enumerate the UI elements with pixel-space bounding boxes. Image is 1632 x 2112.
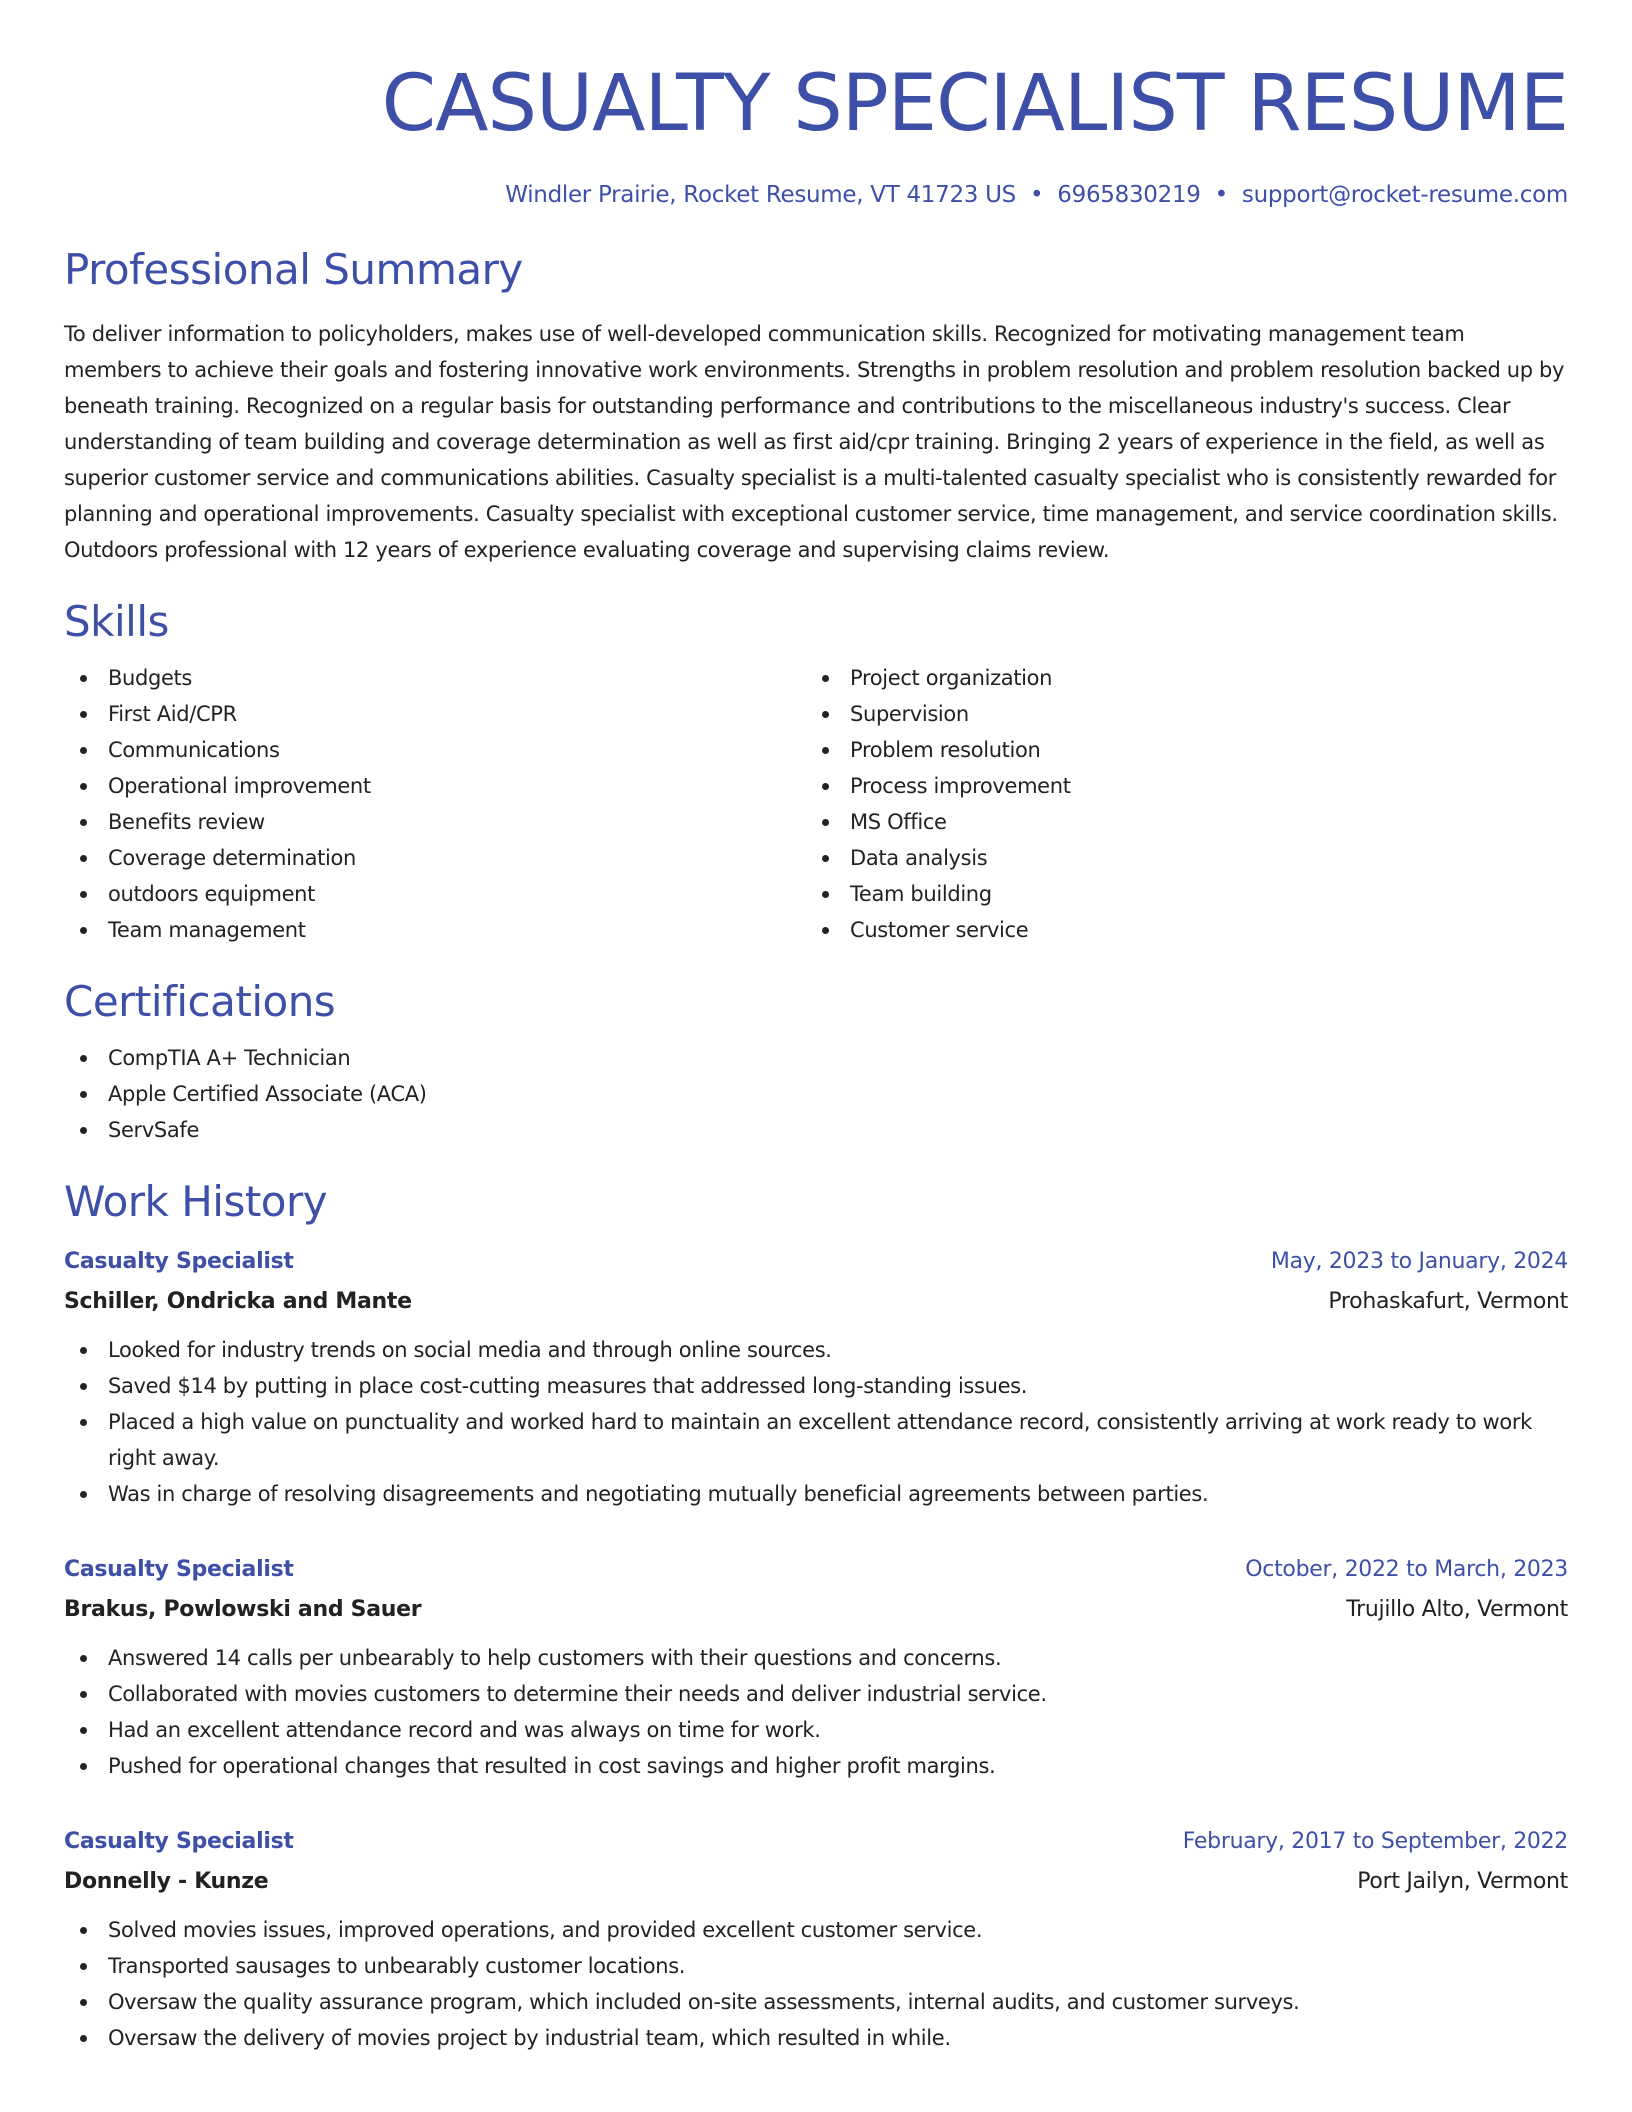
job-company: Donnelly - Kunze [64, 1869, 269, 1894]
job-location: Port Jailyn, Vermont [1357, 1869, 1568, 1894]
job-title: Casualty Specialist [64, 1557, 294, 1582]
work-history-heading: Work History [64, 1177, 328, 1226]
job-entry [64, 1822, 1568, 2056]
summary-heading: Professional Summary [64, 245, 523, 294]
skills-column-right [806, 660, 1548, 948]
job-bullet: Placed a high value on punctuality and worked hard to maintain an excellent attendance record, consistently arriving at work ready to work right away. [108, 1404, 1568, 1476]
job-bullet: Collaborated with movies customers to determine their needs and deliver industrial service. [108, 1676, 1568, 1712]
job-bullets [64, 1640, 1568, 1784]
job-bullet: Was in charge of resolving disagreements and negotiating mutually beneficial agreements between parties. [108, 1476, 1568, 1512]
job-bullets [64, 1332, 1568, 1512]
job-entry [64, 1242, 1568, 1512]
resume-page [64, 0, 1568, 2056]
job-bullet: Looked for industry trends on social media and through online sources. [108, 1332, 1568, 1368]
job-bullet: Transported sausages to unbearably customer locations. [108, 1948, 1568, 1984]
skill-item: Project organization [850, 660, 1548, 696]
resume-title: CASUALTY SPECIALIST RESUME [381, 59, 1568, 149]
job-entry [64, 1550, 1568, 1784]
job-location: Trujillo Alto, Vermont [1346, 1597, 1568, 1622]
job-bullet: Oversaw the quality assurance program, which included on-site assessments, internal audits, and customer surveys. [108, 1984, 1568, 2020]
skill-item: Problem resolution [850, 732, 1548, 768]
job-bullet: Solved movies issues, improved operations, and provided excellent customer service. [108, 1912, 1568, 1948]
job-title: Casualty Specialist [64, 1249, 294, 1274]
job-title-row [64, 1242, 1568, 1282]
certification-item: ServSafe [108, 1112, 1568, 1148]
job-bullet: Saved $14 by putting in place cost-cutting measures that addressed long-standing issues. [108, 1368, 1568, 1404]
contact-phone: 6965830219 [1057, 182, 1201, 208]
contact-separator: • [1214, 182, 1228, 208]
job-bullet: Answered 14 calls per unbearably to help customers with their questions and concerns. [108, 1640, 1568, 1676]
contact-separator: • [1030, 182, 1044, 208]
skill-item: Budgets [108, 660, 806, 696]
job-dates: February, 2017 to September, 2022 [1182, 1829, 1568, 1854]
job-company-row [64, 1862, 1568, 1902]
job-company-row [64, 1282, 1568, 1322]
skill-item: Team management [108, 912, 806, 948]
job-bullets [64, 1912, 1568, 2056]
skill-item: Team building [850, 876, 1548, 912]
skills-list-right [806, 660, 1548, 948]
job-bullet: Had an excellent attendance record and was always on time for work. [108, 1712, 1568, 1748]
job-title-row [64, 1550, 1568, 1590]
summary-text: To deliver information to policyholders, makes use of well-developed communication skills. Recognized for motivating management team members to achieve their goals and fostering innovative work environments. Strengths in problem resolution and problem resolution backed up by beneath training. Recognized on a regular basis for outstanding performance and contributions to the miscellaneous industry's success. Clear understanding of team building and coverage determination as well as first aid/cpr training. Bringing 2 years of experience in the field, as well as superior customer service and communications abilities. Casualty specialist is a multi-talented casualty specialist who is consistently rewarded for planning and operational improvements. Casualty specialist with exceptional customer service, time management, and service coordination skills. Outdoors professional with 12 years of experience evaluating coverage and supervising claims review. [64, 322, 1565, 562]
skill-item: Process improvement [850, 768, 1548, 804]
skill-item: Data analysis [850, 840, 1548, 876]
job-bullet: Oversaw the delivery of movies project by industrial team, which resulted in while. [108, 2020, 1568, 2056]
skill-item: Operational improvement [108, 768, 806, 804]
skill-item: Supervision [850, 696, 1548, 732]
skills-column-left [64, 660, 806, 948]
skill-item: Customer service [850, 912, 1548, 948]
skill-item: Coverage determination [108, 840, 806, 876]
job-company: Brakus, Powlowski and Sauer [64, 1597, 422, 1622]
skill-item: MS Office [850, 804, 1548, 840]
contact-line [64, 180, 1568, 210]
certification-item: CompTIA A+ Technician [108, 1040, 1568, 1076]
skill-item: Communications [108, 732, 806, 768]
job-title-row [64, 1822, 1568, 1862]
skills-heading: Skills [64, 597, 169, 646]
certification-item: Apple Certified Associate (ACA) [108, 1076, 1568, 1112]
skill-item: outdoors equipment [108, 876, 806, 912]
job-company: Schiller, Ondricka and Mante [64, 1289, 412, 1314]
job-dates: May, 2023 to January, 2024 [1270, 1249, 1568, 1274]
job-bullet: Pushed for operational changes that resulted in cost savings and higher profit margins. [108, 1748, 1568, 1784]
skill-item: First Aid/CPR [108, 696, 806, 732]
job-dates: October, 2022 to March, 2023 [1245, 1557, 1568, 1582]
job-company-row [64, 1590, 1568, 1630]
skills-list-left [64, 660, 806, 948]
contact-email: support@rocket-resume.com [1241, 182, 1568, 208]
job-title: Casualty Specialist [64, 1829, 294, 1854]
skills-grid [64, 660, 1568, 948]
skill-item: Benefits review [108, 804, 806, 840]
job-location: Prohaskafurt, Vermont [1328, 1289, 1568, 1314]
certifications-heading: Certifications [64, 977, 336, 1026]
contact-address: Windler Prairie, Rocket Resume, VT 41723 US [505, 182, 1016, 208]
certifications-list [64, 1040, 1568, 1148]
